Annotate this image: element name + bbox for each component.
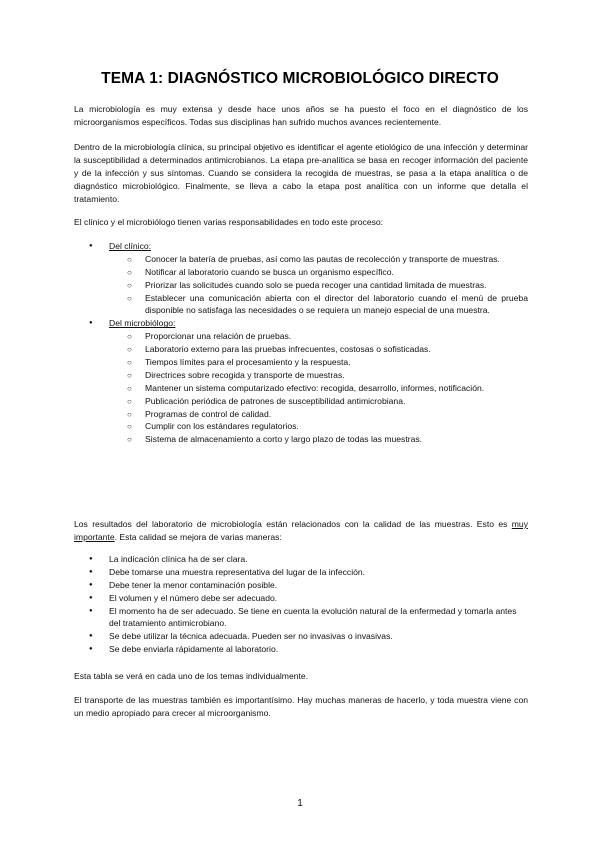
list-item: ○ Proporcionar una relación de pruebas.	[109, 330, 528, 343]
list-item: ○ Tiempos límites para el procesamiento y la respuesta.	[109, 356, 528, 369]
list-item-clinico	[74, 240, 528, 317]
quality-text-after: . Esta calidad se mejora de varias maneras:	[114, 531, 282, 542]
list-item: ○ Mantener un sistema computarizado efectivo: recogida, desarrollo, informes, notificación.	[109, 382, 528, 395]
list-item: ● El volumen y el número debe ser adecuado.	[74, 592, 528, 605]
list-item: ○ Publicación periódica de patrones de susceptibilidad antimicrobiana.	[109, 395, 528, 408]
quality-list	[74, 553, 528, 656]
list-item: ● Debe tener la menor contaminación posible.	[74, 579, 528, 592]
list-item: ○ Directrices sobre recogida y transporte de muestras.	[109, 369, 528, 382]
list-item: ● Se debe enviarla rápidamente al laboratorio.	[74, 643, 528, 656]
clinico-sublist	[109, 253, 528, 317]
quality-text-before: Los resultados del laboratorio de microbiología están relacionados con la calidad de las muestras. Esto es	[74, 519, 512, 529]
list-item-microbiologo	[74, 317, 528, 446]
microbiologo-sublist	[109, 330, 528, 446]
list-item: ○ Laboratorio externo para las pruebas infrecuentes, costosas o sofisticadas.	[109, 343, 528, 356]
clinical-paragraph: Dentro de la microbiología clínica, su principal objetivo es identificar el agente etiológico de una infección y determinar la susceptibilidad a determinados antimicrobianos. La etapa pre-analítica se basa en recoger información del paciente y de la infección y sus síntomas. Cuando se considera la recogida de muestras, se pasa a la etapa analítica o de diagnóstico microbiológico. Finalmente, se lleva a cabo la etapa post analítica con un informe que detalla el tratamiento.	[74, 142, 528, 204]
table-note-paragraph: Esta tabla se verá en cada uno de los temas individualmente.	[74, 671, 309, 681]
transport-paragraph: El transporte de las muestras también es importantísimo. Hay muchas maneras de hacerlo, y toda muestra viene con un medio apropiado para crecer al microorganismo.	[74, 695, 528, 718]
list-item: ● Se debe utilizar la técnica adecuada. Pueden ser no invasivas o invasivas.	[74, 630, 528, 643]
responsibilities-list	[74, 240, 528, 446]
list-item: ○ Establecer una comunicación abierta con el director del laboratorio cuando el menú de prueba disponible no satisfaga las necesidades o se requiera un manejo especial de una muestra.	[109, 292, 528, 318]
page-title: TEMA 1: DIAGNÓSTICO MICROBIOLÓGICO DIRECTO	[101, 70, 499, 87]
intro-paragraph: La microbiología es muy extensa y desde hace unos años se ha puesto el foco en el diagnóstico de los microorganismos específicos. Todas sus disciplinas han sufrido muchos avances recientemente.	[74, 104, 528, 127]
list-item: ● El momento ha de ser adecuado. Se tiene en cuenta la evolución natural de la enfermedad y tomarla antes del tratamiento antimicrobiano.	[74, 605, 528, 631]
list-item: ○ Cumplir con los estándares regulatorios.	[109, 420, 528, 433]
list-item: ○ Sistema de almacenamiento a corto y largo plazo de todas las muestras.	[109, 433, 528, 446]
list-item: ● La indicación clínica ha de ser clara.	[74, 553, 528, 566]
clinico-heading: Del clínico:	[109, 241, 152, 251]
page-number: 1	[297, 798, 303, 809]
list-item: ● Debe tomarse una muestra representativa del lugar de la infección.	[74, 566, 528, 579]
list-item: ○ Notificar al laboratorio cuando se busca un organismo específico.	[109, 266, 528, 279]
list-item: ○ Conocer la batería de pruebas, así como las pautas de recolección y transporte de muestras.	[109, 253, 528, 266]
responsibilities-paragraph: El clínico y el microbiólogo tienen varias responsabilidades en todo este proceso:	[74, 217, 384, 227]
quality-paragraph	[74, 518, 528, 544]
list-item: ○ Programas de control de calidad.	[109, 408, 528, 421]
list-item: ○ Priorizar las solicitudes cuando solo se pueda recoger una cantidad limitada de muestras.	[109, 279, 528, 292]
microbiologo-heading: Del microbiólogo:	[109, 318, 176, 329]
quality-emphasis: muy importante	[74, 519, 528, 542]
